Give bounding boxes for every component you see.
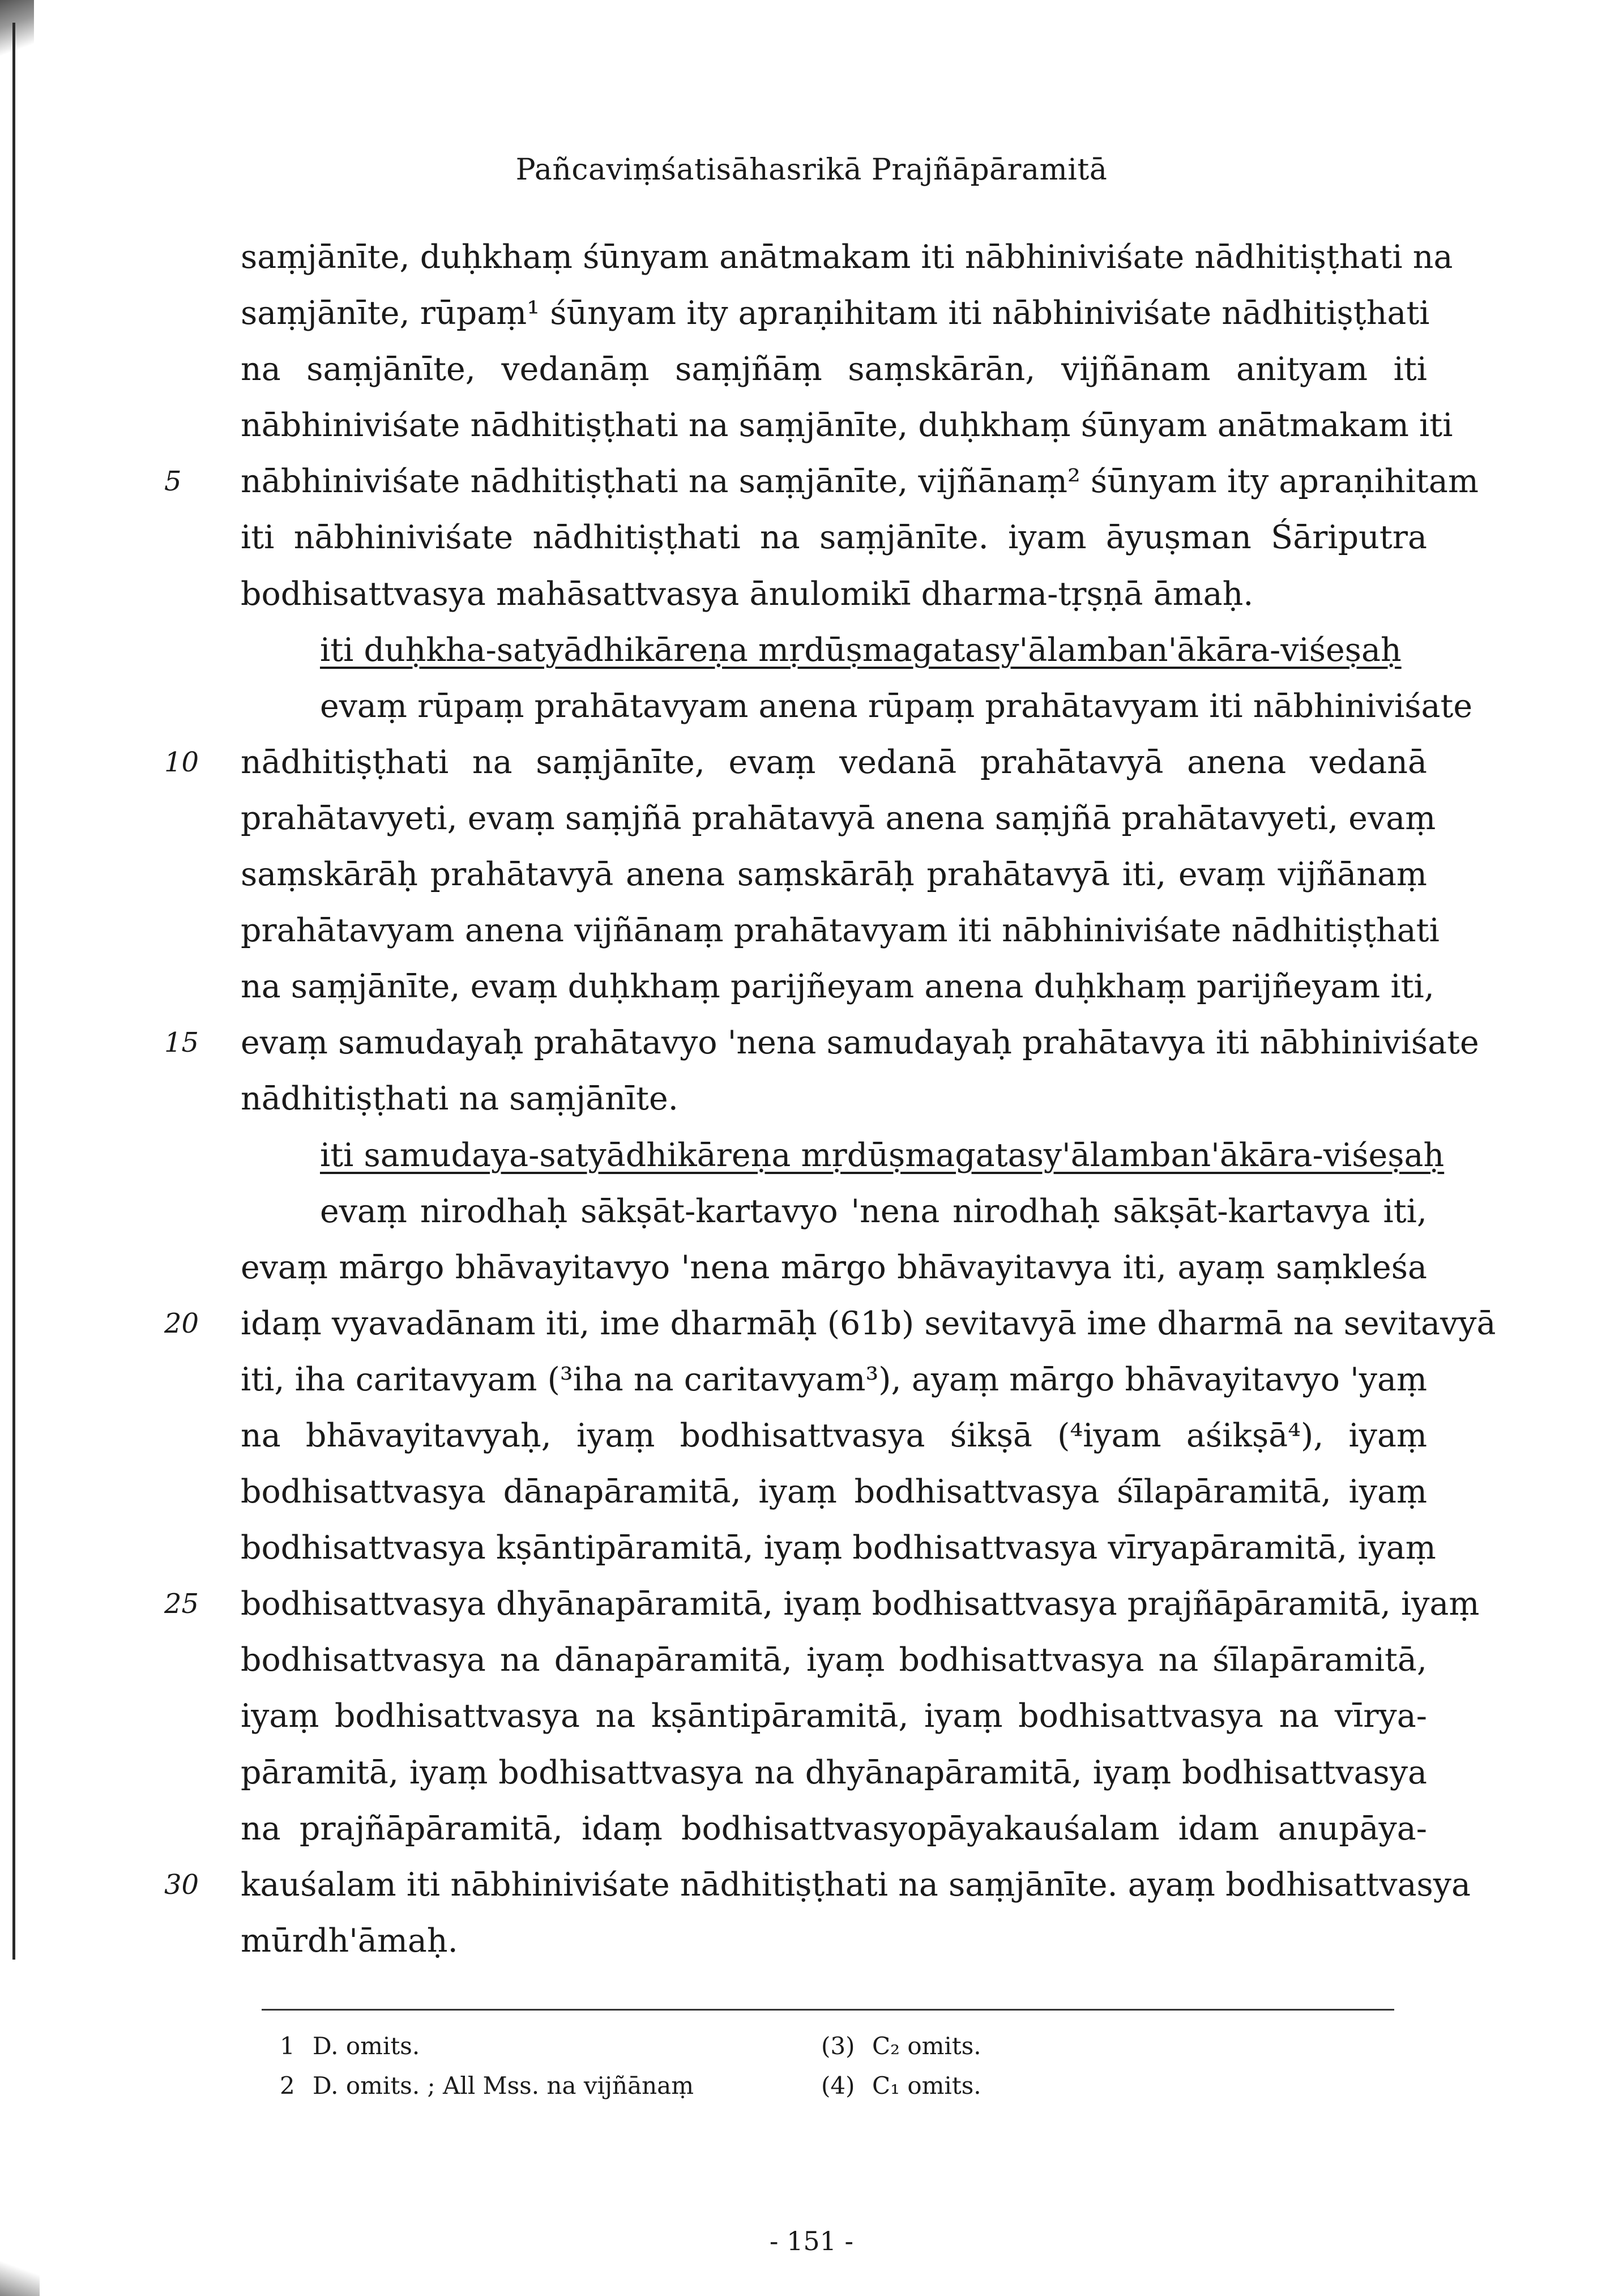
line-text: bodhisattvasya dānapāramitā, iyaṃ bodhisattvasya śīlapāramitā, iyaṃ xyxy=(241,1473,1427,1511)
running-head: Pañcaviṃśatisāhasrikā Prajñāpāramitā xyxy=(515,153,1108,187)
line-text: saṃjānīte, duḥkhaṃ śūnyam anātmakam iti nābhiniviśate nādhitiṣṭhati na xyxy=(241,238,1453,276)
text-line xyxy=(241,1240,1427,1296)
line-text: na saṃjānīte, vedanāṃ saṃjñāṃ saṃskārān, vijñānam anityam iti xyxy=(241,351,1427,389)
line-text: nādhitiṣṭhati na saṃjānīte. xyxy=(241,1080,678,1118)
text-line xyxy=(241,1184,1427,1240)
line-text: idaṃ vyavadānam iti, ime dharmāḥ (61b) sevitavyā ime dharmā na sevitavyā xyxy=(241,1304,1496,1342)
text-line xyxy=(241,229,1453,285)
footnote-number: (4) xyxy=(821,2072,855,2099)
text-line xyxy=(241,285,1430,342)
text-line xyxy=(241,1520,1436,1576)
footnote-number: (3) xyxy=(821,2032,855,2060)
text-line xyxy=(241,1352,1427,1408)
footnote xyxy=(821,2032,981,2060)
footnote-text: C₁ omits. xyxy=(872,2072,981,2099)
line-text: iyaṃ bodhisattvasya na kṣāntipāramitā, iyaṃ bodhisattvasya na vīrya- xyxy=(241,1697,1427,1735)
main-text xyxy=(164,229,1496,1969)
binding-edge xyxy=(12,23,15,1960)
line-text: kauśalam iti nābhiniviśate nādhitiṣṭhati na saṃjānīte. ayaṃ bodhisattvasya xyxy=(241,1866,1471,1904)
text-line xyxy=(164,1296,1496,1352)
line-text: pāramitā, iyaṃ bodhisattvasya na dhyānapāramitā, iyaṃ bodhisattvasya xyxy=(241,1753,1427,1791)
text-line xyxy=(241,1688,1427,1744)
line-number: 30 xyxy=(164,1868,199,1901)
line-text: nādhitiṣṭhati na saṃjānīte, evaṃ vedanā prahātavyā anena vedanā xyxy=(241,743,1427,781)
text-line xyxy=(241,678,1473,735)
heading-text: iti duḥkha-satyādhikāreṇa mṛdūṣmagatasy'ālamban'ākāra-viśeṣaḥ xyxy=(320,631,1402,669)
line-text: bodhisattvasya mahāsattvasya ānulomikī dharma-tṛṣṇā āmaḥ. xyxy=(241,575,1254,613)
line-text: bodhisattvasya dhyānapāramitā, iyaṃ bodhisattvasya prajñāpāramitā, iyaṃ xyxy=(241,1585,1480,1623)
line-text: na bhāvayitavyaḥ, iyaṃ bodhisattvasya śikṣā (⁴iyam aśikṣā⁴), iyaṃ xyxy=(241,1416,1427,1454)
line-text: prahātavyeti, evaṃ saṃjñā prahātavyā anena saṃjñā prahātavyeti, evaṃ xyxy=(241,799,1436,837)
text-line xyxy=(241,847,1427,903)
footnote xyxy=(280,2072,694,2099)
section-heading xyxy=(241,1128,1445,1184)
footnote-text: D. omits. ; All Mss. na vijñānaṃ xyxy=(313,2072,694,2099)
text-line xyxy=(241,510,1427,566)
line-text: mūrdh'āmaḥ. xyxy=(241,1922,458,1960)
text-line xyxy=(241,1801,1427,1857)
line-text: prahātavyam anena vijñānaṃ prahātavyam iti nābhiniviśate nādhitiṣṭhati xyxy=(241,912,1440,950)
line-number: 15 xyxy=(164,1027,199,1059)
text-line xyxy=(241,398,1453,454)
text-line xyxy=(164,1015,1479,1071)
line-text: bodhisattvasya kṣāntipāramitā, iyaṃ bodhisattvasya vīryapāramitā, iyaṃ xyxy=(241,1529,1436,1567)
text-line xyxy=(241,342,1427,398)
page-number: - 151 - xyxy=(769,2226,854,2256)
text-line xyxy=(241,1408,1427,1464)
heading-text: iti samudaya-satyādhikāreṇa mṛdūṣmagatasy'ālamban'ākāra-viśeṣaḥ xyxy=(320,1136,1445,1174)
line-text: nābhiniviśate nādhitiṣṭhati na saṃjānīte, duḥkhaṃ śūnyam anātmakam iti xyxy=(241,407,1453,445)
text-line xyxy=(241,1464,1427,1520)
text-line xyxy=(241,1913,1427,1969)
binding-shadow-bottom xyxy=(0,2260,40,2296)
line-text: iti, iha caritavyam (³iha na caritavyam³), ayaṃ mārgo bhāvayitavyo 'yaṃ xyxy=(241,1360,1427,1398)
line-text: saṃjānīte, rūpaṃ¹ śūnyam ity apraṇihitam iti nābhiniviśate nādhitiṣṭhati xyxy=(241,295,1430,332)
line-text: saṃskārāḥ prahātavyā anena saṃskārāḥ prahātavyā iti, evaṃ vijñānaṃ xyxy=(241,856,1427,894)
line-text: evaṃ rūpaṃ prahātavyam anena rūpaṃ prahātavyam iti nābhiniviśate xyxy=(320,687,1473,725)
line-text: evaṃ nirodhaḥ sākṣāt-kartavyo 'nena nirodhaḥ sākṣāt-kartavya iti, xyxy=(320,1192,1427,1230)
footnote-number: 2 xyxy=(280,2072,295,2099)
text-line xyxy=(241,1071,1427,1127)
line-text: bodhisattvasya na dānapāramitā, iyaṃ bodhisattvasya na śīlapāramitā, xyxy=(241,1641,1427,1679)
footnote-text: C₂ omits. xyxy=(872,2032,981,2060)
footnote xyxy=(821,2072,981,2099)
text-line xyxy=(241,959,1434,1015)
footnote-text: D. omits. xyxy=(313,2032,420,2060)
section-heading xyxy=(241,622,1427,678)
footnote-rule xyxy=(262,2009,1394,2011)
line-text: na prajñāpāramitā, idaṃ bodhisattvasyopāyakauśalam idam anupāya- xyxy=(241,1810,1427,1847)
line-text: na saṃjānīte, evaṃ duḥkhaṃ parijñeyam anena duḥkhaṃ parijñeyam iti, xyxy=(241,968,1434,1006)
line-number: 25 xyxy=(164,1588,199,1620)
text-line xyxy=(164,1576,1480,1632)
line-number: 5 xyxy=(164,466,182,498)
footnote-number: 1 xyxy=(280,2032,295,2060)
footnote xyxy=(280,2032,420,2060)
text-line xyxy=(164,454,1479,510)
text-line xyxy=(241,1632,1427,1688)
text-line xyxy=(241,791,1436,847)
line-text: evaṃ mārgo bhāvayitavyo 'nena mārgo bhāvayitavya iti, ayaṃ saṃkleśa xyxy=(241,1248,1427,1286)
text-line xyxy=(241,903,1440,959)
line-number: 10 xyxy=(164,746,199,778)
line-text: nābhiniviśate nādhitiṣṭhati na saṃjānīte, vijñānaṃ² śūnyam ity apraṇihitam xyxy=(241,463,1479,501)
text-line xyxy=(241,1745,1427,1801)
text-line xyxy=(164,1857,1471,1913)
line-text: evaṃ samudayaḥ prahātavyo 'nena samudayaḥ prahātavya iti nābhiniviśate xyxy=(241,1024,1479,1062)
text-line xyxy=(164,735,1427,791)
line-number: 20 xyxy=(164,1307,199,1339)
binding-shadow-top xyxy=(0,0,34,68)
text-line xyxy=(241,566,1427,622)
line-text: iti nābhiniviśate nādhitiṣṭhati na saṃjānīte. iyam āyuṣman Śāriputra xyxy=(241,519,1427,557)
